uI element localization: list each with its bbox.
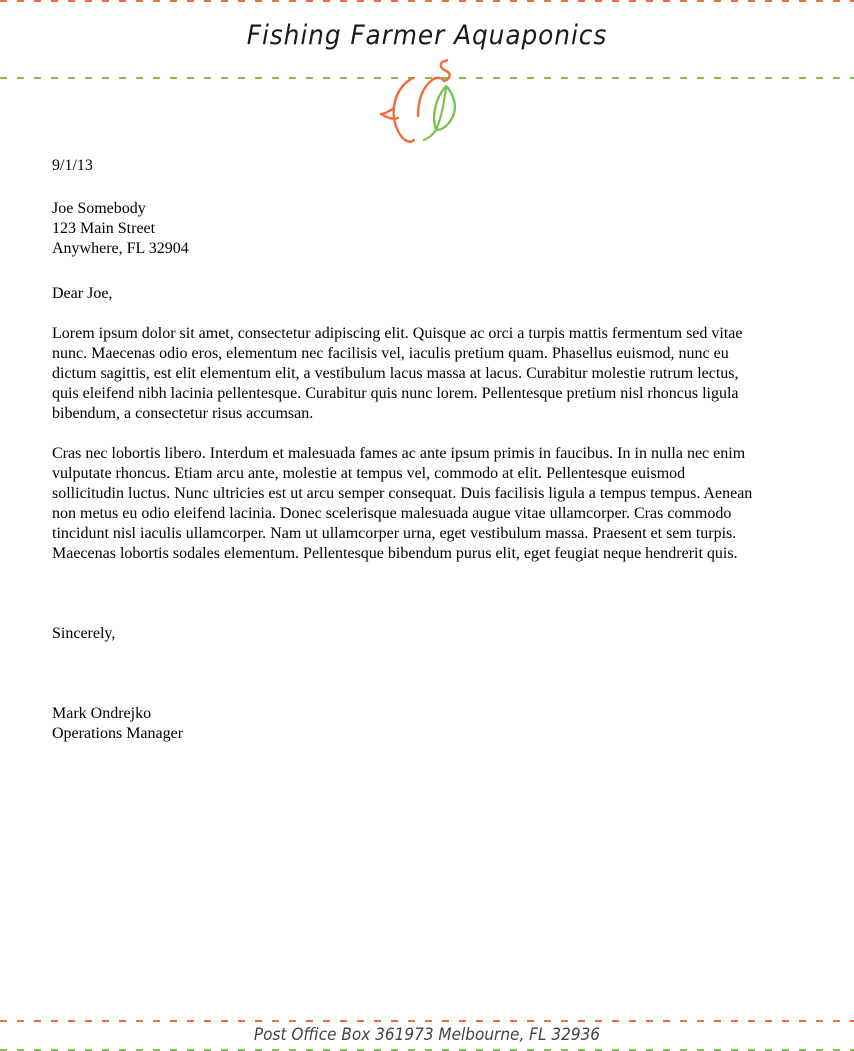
signer-name: Mark Ondrejko (52, 705, 152, 722)
letter-date: 9/1/13 (52, 157, 93, 174)
logo-fish-tail (381, 108, 398, 119)
logo-fish-body-left (394, 78, 414, 142)
recipient-name: Joe Somebody (52, 200, 146, 217)
salutation: Dear Joe, (52, 285, 113, 302)
body-paragraph: Cras nec lobortis libero. Interdum et malesuada fames ac ante ipsum primis in faucibus. In in nulla nec enim vulputate rhoncus. Etiam arcu ante, molestie at tempus vel, commodo at elit. Pellentesque euismod sollicitudin luctus. Nunc ultricies est ut arcu semper consequat. Duis facilisis ligula a tempus tempus. Aenean non metus eu odio eleifend lacinia. Donec scelerisque malesuada augue vitae ullamcorper. Cras commodo tincidunt nisl iaculis ullamcorper. Nam ut ullamcorper urna, eget vestibulum massa. Praesent et sem turpis. Maecenas lobortis sodales elementum. Pellentesque bibendum purus elit, eget feugiat neque hendrerit quis. (52, 445, 753, 562)
closing: Sincerely, (52, 625, 116, 642)
fish-leaf-logo-icon (378, 56, 464, 148)
top-orange-dashed-border (0, 0, 854, 2)
recipient-city-state-zip: Anywhere, FL 32904 (52, 240, 189, 257)
footer-address: Post Office Box 361973 Melbourne, FL 32936 (253, 1025, 601, 1045)
footer-orange-dashed-line (0, 1020, 854, 1022)
body-paragraph: Lorem ipsum dolor sit amet, consectetur adipiscing elit. Quisque ac orci a turpis mattis fermentum sed vitae nunc. Maecenas odio eros, elementum nec facilisis vel, iaculis pretium quam. Phasellus euismod, nunc eu dictum sagittis, est elit elementum elit, a vestibulum lacus massa at lacus. Curabitur molestie rutrum lectus, quis eleifend nibh lacinia pellentesque. Curabitur quis nunc lorem. Pellentesque pretium nisl rhoncus ligula bibendum, a consectetur risus accumsan. (52, 325, 743, 422)
signer-title: Operations Manager (52, 725, 184, 742)
recipient-street: 123 Main Street (52, 220, 156, 237)
company-name: Fishing Farmer Aquaponics (246, 20, 608, 51)
